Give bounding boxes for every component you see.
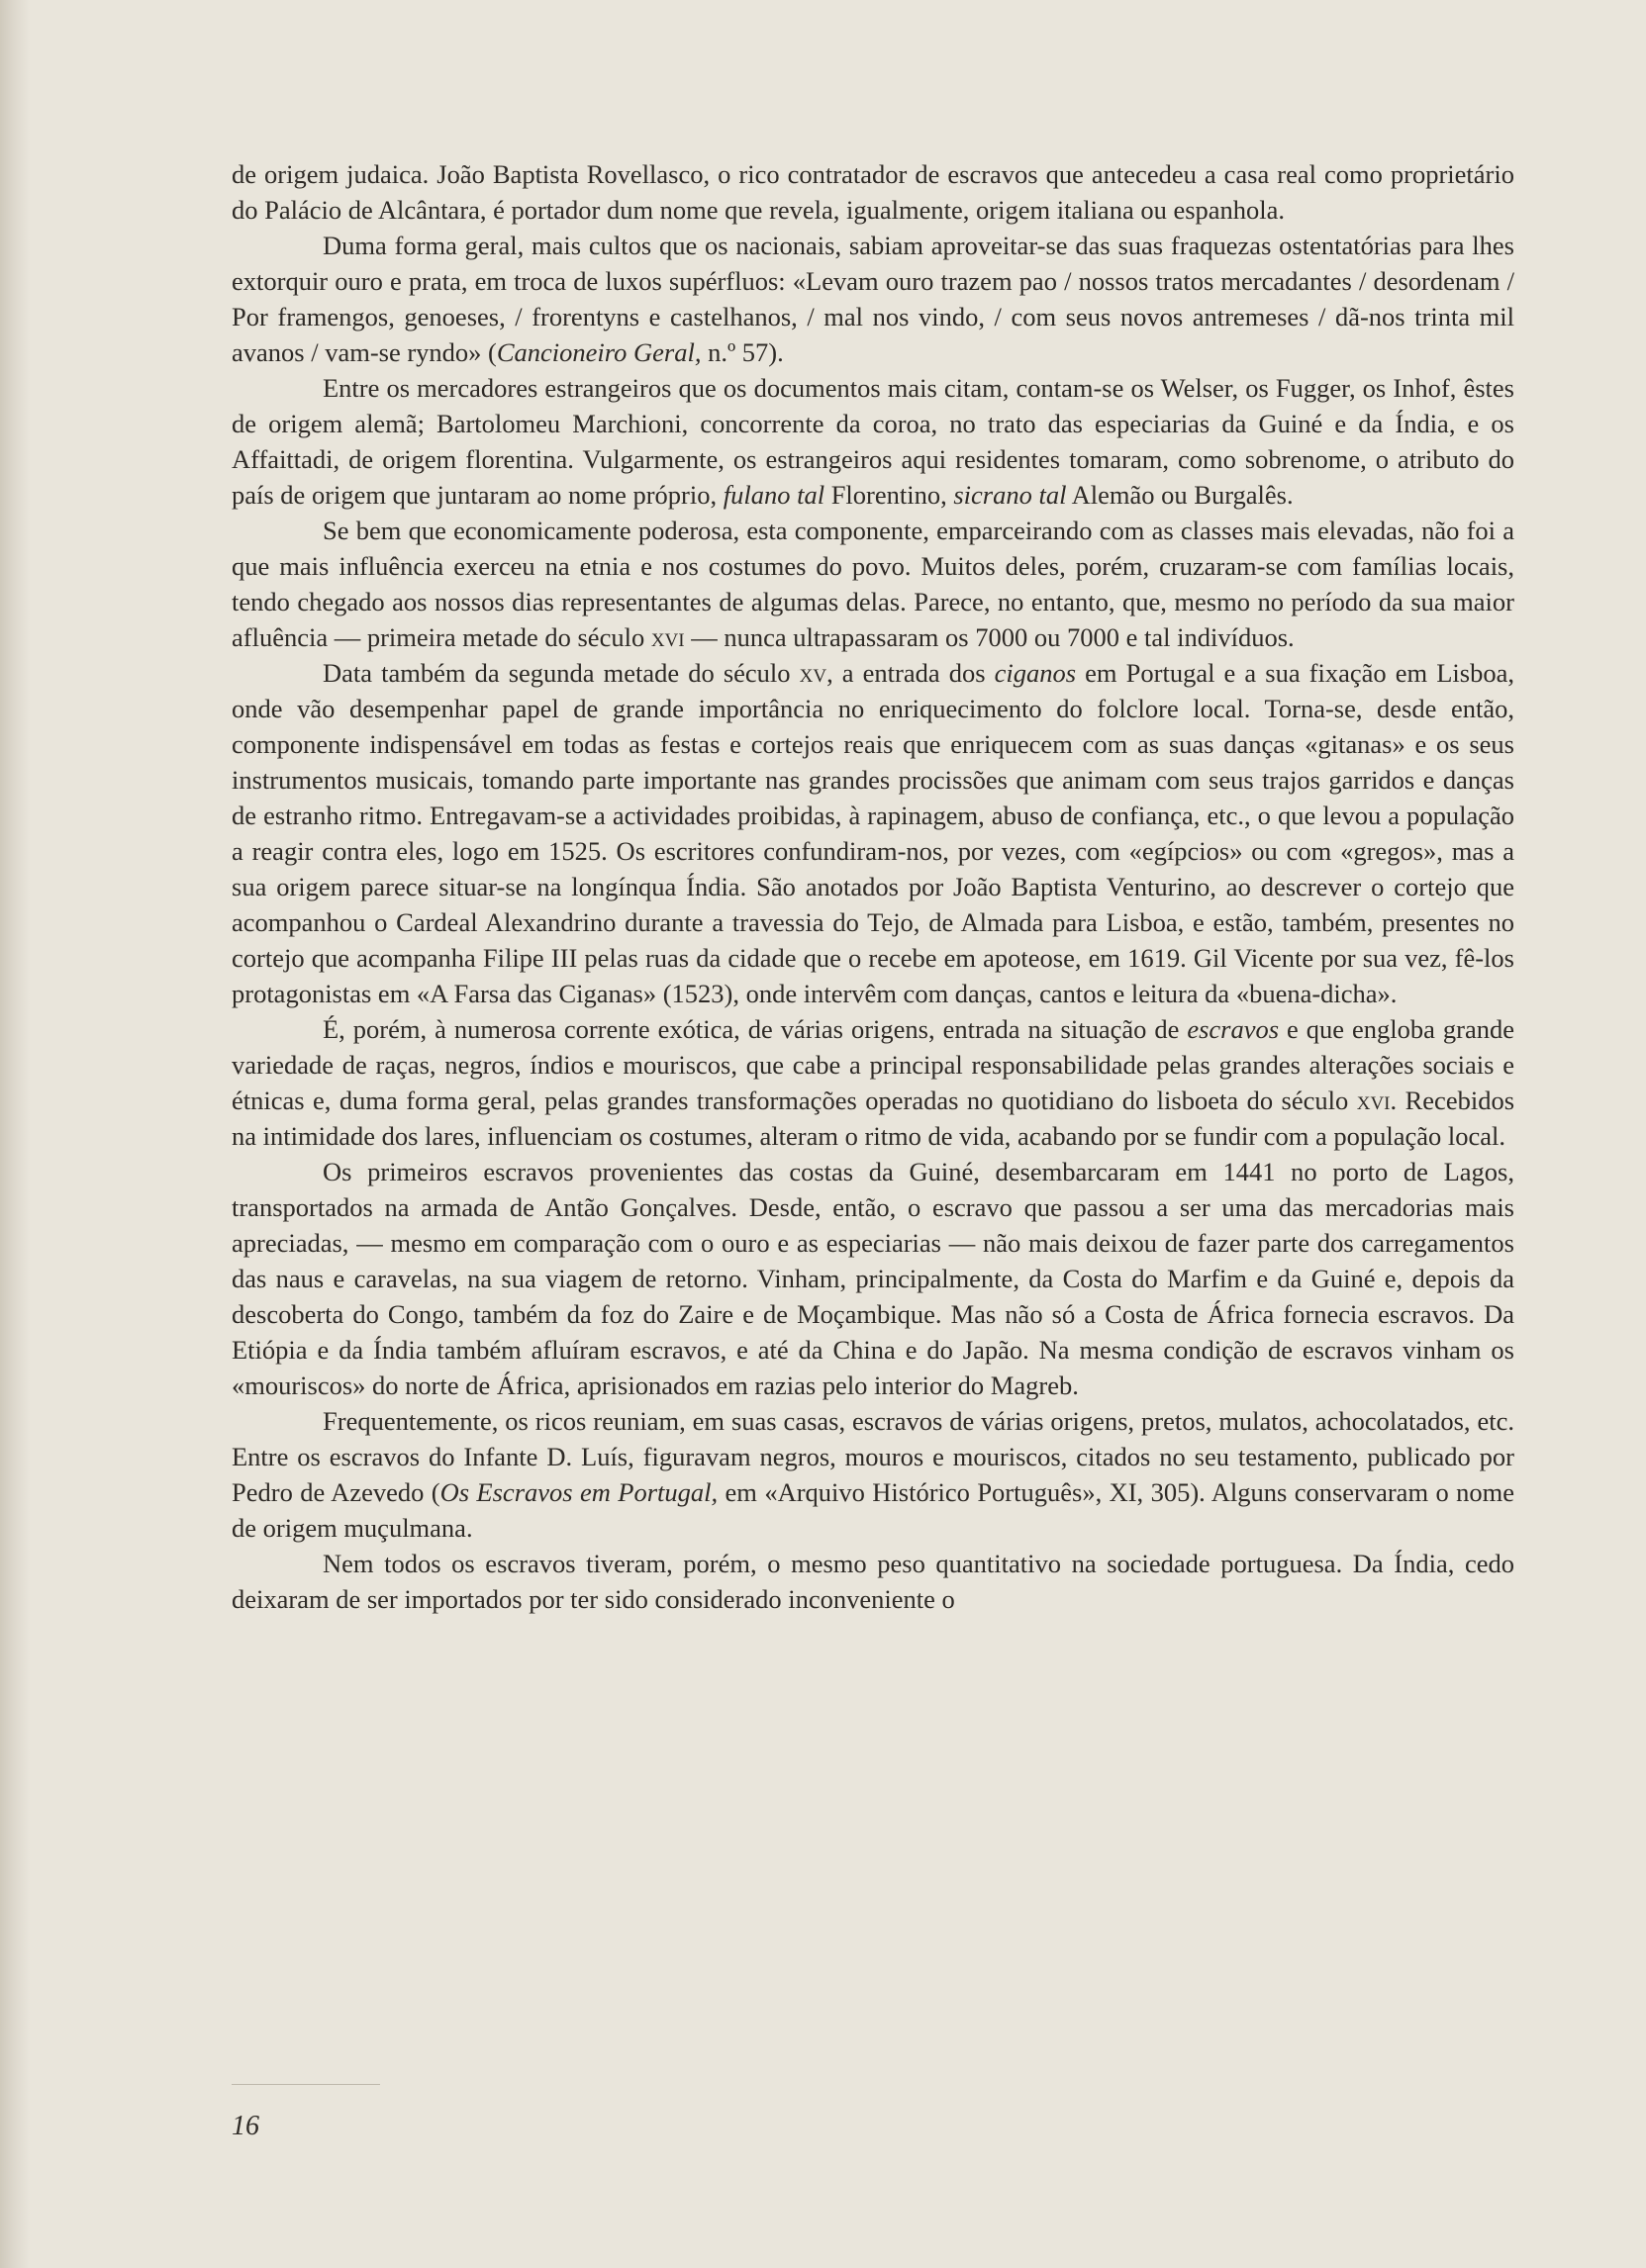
italic-text: Cancioneiro Geral, xyxy=(496,337,702,367)
text-segment: , a entrada dos xyxy=(826,658,995,688)
paragraph xyxy=(232,228,1514,370)
italic-text: escravos xyxy=(1187,1014,1280,1044)
italic-text: sicrano tal xyxy=(953,480,1067,510)
paragraph xyxy=(232,1403,1514,1546)
paragraph xyxy=(232,370,1514,513)
paragraph xyxy=(232,1546,1514,1617)
paragraph xyxy=(232,1154,1514,1403)
text-segment: em Portugal e a sua fixação em Lisboa, onde vão desempenhar papel de grande importância no enriquecimento do folclore local. Torna-se, desde então, componente indispensável em todas as festas e cortejos reais que enriquecem com as suas danças «gitanas» e os seus instrumentos musicais, tomando parte importante nas grandes procissões que animam com seus trajos garridos e danças de estranho ritmo. Entregavam-se a actividades proibidas, à rapinagem, abuso de confiança, etc., o que levou a população a reagir contra eles, logo em 1525. Os escritores confundiram-nos, por vezes, com «egípcios» ou com «gregos», mas a sua origem parece situar-se na longínqua Índia. São anotados por João Baptista Venturino, ao descrever o cortejo que acompanhou o Cardeal Alexandrino durante a travessia do Tejo, de Almada para Lisboa, e estão, também, presentes no cortejo que acompanha Filipe III pelas ruas da cidade que o recebe em apoteose, em 1619. Gil Vicente por sua vez, fê-los protagonistas em «A Farsa das Ciganas» (1523), onde intervêm com danças, cantos e leitura da «buena-dicha». xyxy=(232,658,1514,1008)
page-body xyxy=(232,156,1514,1617)
paragraph xyxy=(232,1011,1514,1154)
text-segment: — nunca ultrapassaram os 7000 ou 7000 e tal indivíduos. xyxy=(684,622,1295,652)
page-binding-edge xyxy=(0,0,30,2268)
text-segment: Frequentemente, os ricos reuniam, em suas casas, escravos de várias origens, pretos, mulatos, achocolatados, etc. Entre os escravos do Infante D. Luís, figuravam negros, mouros e mouriscos, citados no seu testamento, publicado por Pedro de Azevedo ( xyxy=(232,1406,1514,1507)
page-footer xyxy=(232,2084,380,2142)
text-segment: É, porém, à numerosa corrente exótica, de várias origens, entrada na situação de xyxy=(323,1014,1188,1044)
small-caps-text: xvi xyxy=(1356,1086,1391,1115)
text-segment: e que engloba grande variedade de raças, negros, índios e mouriscos, que cabe a principal responsabilidade pelas grandes alterações sociais e étnicas e, duma forma geral, pelas grandes transformações operadas no quotidiano do lisboeta do século xyxy=(232,1014,1514,1115)
small-caps-text: xvi xyxy=(650,622,685,652)
paragraph xyxy=(232,156,1514,228)
text-segment: Florentino, xyxy=(824,480,954,510)
page-number: 16 xyxy=(232,2111,259,2141)
italic-text: fulano tal xyxy=(723,480,825,510)
text-segment: . Recebidos na intimidade dos lares, influenciam os costumes, alteram o ritmo de vida, acabando por se fundir com a população local. xyxy=(232,1086,1515,1151)
text-segment: Nem todos os escravos tiveram, porém, o mesmo peso quantitativo na sociedade portuguesa. Da Índia, cedo deixaram de ser importados por ter sido considerado inconveniente o xyxy=(232,1549,1514,1614)
text-segment: Alemão ou Burgalês. xyxy=(1066,480,1294,510)
text-segment: Duma forma geral, mais cultos que os nacionais, sabiam aproveitar-se das suas fraquezas ostentatórias para lhes extorquir ouro e prata, em troca de luxos supérfluos: «Levam ouro trazem pao / nossos tratos mercadantes / desordenam / Por framengos, genoeses, / frorentyns e castelhanos, / mal nos vindo, / com seus novos antremeses / dã-nos trinta mil avanos / vam-se ryndo» ( xyxy=(232,231,1514,367)
text-segment: n.º 57). xyxy=(701,337,784,367)
italic-text: Os Escravos em Portugal, xyxy=(439,1477,719,1507)
text-segment: Se bem que economicamente poderosa, esta componente, emparceirando com as classes mais elevadas, não foi a que mais influência exerceu na etnia e nos costumes do povo. Muitos deles, porém, cruzaram-se com famílias locais, tendo chegado aos nossos dias representantes de algumas delas. Parece, no entanto, que, mesmo no período da sua maior afluência — primeira metade do século xyxy=(232,516,1514,652)
italic-text: ciganos xyxy=(994,658,1077,688)
text-segment: Os primeiros escravos provenientes das costas da Guiné, desembarcaram em 1441 no porto de Lagos, transportados na armada de Antão Gonçalves. Desde, então, o escravo que passou a ser uma das mercadorias mais apreciadas, — mesmo em comparação com o ouro e as especiarias — não mais deixou de fazer parte dos carregamentos das naus e caravelas, na sua viagem de retorno. Vinham, principalmente, da Costa do Marfim e da Guiné e, depois da descoberta do Congo, também da foz do Zaire e de Moçambique. Mas não só a Costa de África fornecia escravos. Da Etiópia e da Índia também afluíram escravos, e até da China e do Japão. Na mesma condição de escravos vinham os «mouriscos» do norte de África, aprisionados em razias pelo interior do Magreb. xyxy=(232,1157,1514,1400)
small-caps-text: xv xyxy=(799,658,827,688)
paragraph xyxy=(232,655,1514,1011)
paragraph xyxy=(232,513,1514,655)
text-segment: de origem judaica. João Baptista Rovellasco, o rico contratador de escravos que antecedeu a casa real como proprietário do Palácio de Alcântara, é portador dum nome que revela, igualmente, origem italiana ou espanhola. xyxy=(232,159,1514,225)
text-segment: Data também da segunda metade do século xyxy=(323,658,800,688)
text-body xyxy=(232,156,1514,1617)
text-segment: em «Arquivo Histórico Português», XI, 305). Alguns conservaram o nome de origem muçulmana. xyxy=(232,1477,1514,1543)
footer-rule xyxy=(232,2084,380,2085)
text-segment: Entre os mercadores estrangeiros que os documentos mais citam, contam-se os Welser, os Fugger, os Inhof, êstes de origem alemã; Bartolomeu Marchioni, concorrente da coroa, no trato das especiarias da Guiné e da Índia, e os Affaittadi, de origem florentina. Vulgarmente, os estrangeiros aqui residentes tomaram, como sobrenome, o atributo do país de origem que juntaram ao nome próprio, xyxy=(232,373,1514,510)
